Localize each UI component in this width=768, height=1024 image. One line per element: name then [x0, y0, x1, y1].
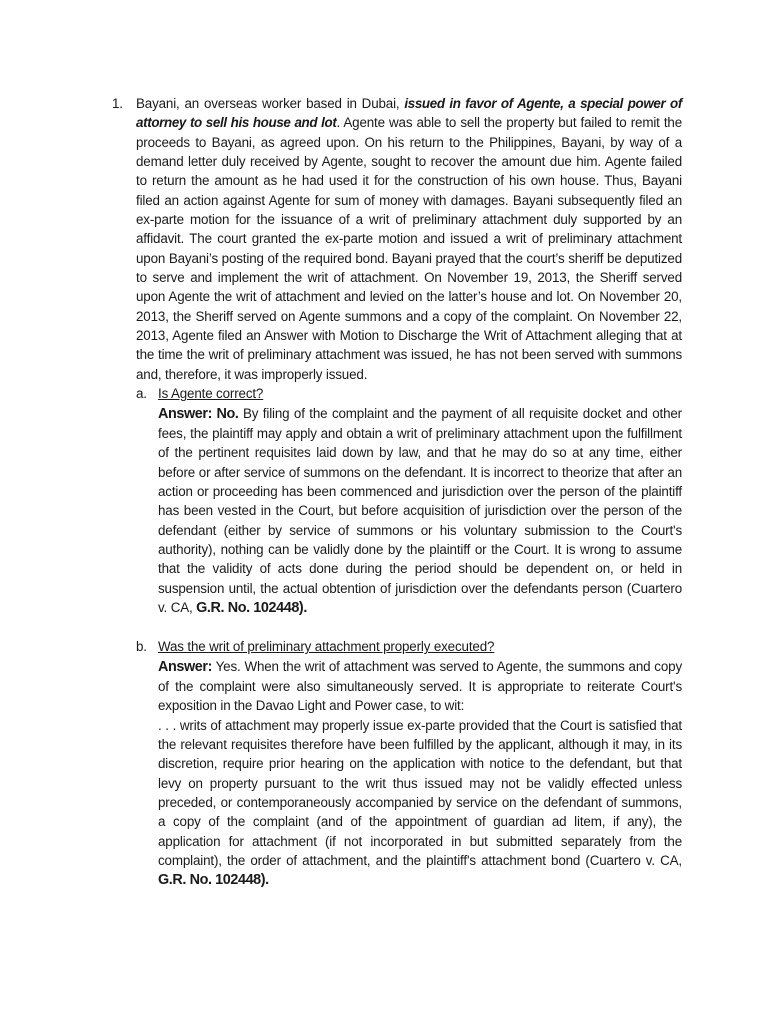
sub-question-text: Is Agente correct?	[158, 386, 264, 402]
facts-body: . Agente was able to sell the property but failed to remit the proceeds to Bayani, as agreed upon. On his return to the Philippines, Bayani, by way of a demand letter duly received by Agente, sought to recover the amount due him. Agente failed to return the amount as he had used it for the construction of his own house. Thus, Bayani filed an action against Agente for sum of money with damages. Bayani subsequently filed an ex-parte motion for the issuance of a writ of preliminary attachment duly supported by an affidavit. The court granted the ex-parte motion and issued a writ of preliminary attachment upon Bayani’s posting of the required bond. Bayani prayed that the court’s sheriff be deputized to serve and implement the writ of attachment. On November 19, 2013, the Sheriff served upon Agente the writ of attachment and levied on the latter’s house and lot. On November 20, 2013, the Sheriff served on Agente summons and a copy of the complaint. On November 22, 2013, Agente filed an Answer with Motion to Discharge the Writ of Attachment alleging that at the time the writ of preliminary attachment was issued, he has not been served with summons and, therefore, it was improperly issued.	[136, 115, 682, 382]
answer-b	[158, 657, 682, 716]
question-facts	[136, 94, 682, 384]
sub-question-letter: b.	[136, 639, 147, 655]
sub-question-text: Was the writ of preliminary attachment properly executed?	[158, 639, 495, 655]
facts-intro: Bayani, an overseas worker based in Dubai,	[136, 96, 405, 111]
answer-label: Answer:	[158, 658, 212, 675]
sub-question-a	[136, 384, 682, 618]
sub-question-b	[136, 637, 682, 890]
question-item	[112, 94, 682, 891]
question-list	[112, 94, 682, 891]
answer-text: Yes. When the writ of attachment was served to Agente, the summons and copy of the complaint were also simultaneously served. It is appropriate to reiterate Court's exposition in the Davao Light and Power case, to wit:	[158, 658, 682, 714]
sub-question-letter: a.	[136, 386, 147, 402]
facts-emphasis: issued in favor of Agente, a special power of attorney to sell his house and lot	[136, 96, 682, 131]
question-number: 1.	[112, 96, 123, 111]
answer-label: Answer: No.	[158, 405, 239, 422]
answer-a	[158, 404, 682, 619]
quote-text: . . . writs of attachment may properly issue ex-parte provided that the Court is satisfied that the relevant requisites therefore have been fulfilled by the applicant, although it may, in its discretion, require prior hearing on the application with notice to the defendant, but that levy on property pursuant to the writ thus issued may not be validly effected unless preceded, or contemporaneously accompanied by service on the defendant of summons, a copy of the complaint (and of the appointment of guardian ad litem, if any), the application for attachment (if not incorporated in but submitted separately from the complaint), the order of attachment, and the plaintiff's attachment bond (Cuartero v. CA,	[158, 717, 682, 869]
answer-text: By filing of the complaint and the payment of all requisite docket and other fees, the plaintiff may apply and obtain a writ of preliminary attachment upon the fulfillment of the pertinent requisites laid down by law, and that he may do so at any time, either before or after service of summons on the defendant. It is incorrect to theorize that after an action or proceeding has been commenced and jurisdiction over the person of the plaintiff has been vested in the Court, but before acquisition of jurisdiction over the person of the defendant (either by service of summons or his voluntary submission to the Court's authority), nothing can be validly done by the plaintiff or the Court. It is wrong to assume that the validity of acts done during the period should be dependent on, or held in suspension until, the actual obtention of jurisdiction over the defendants person (Cuartero v. CA,	[158, 405, 682, 615]
quoted-passage	[158, 716, 682, 891]
case-citation: G.R. No. 102448).	[158, 872, 269, 889]
case-citation: G.R. No. 102448).	[196, 599, 307, 616]
